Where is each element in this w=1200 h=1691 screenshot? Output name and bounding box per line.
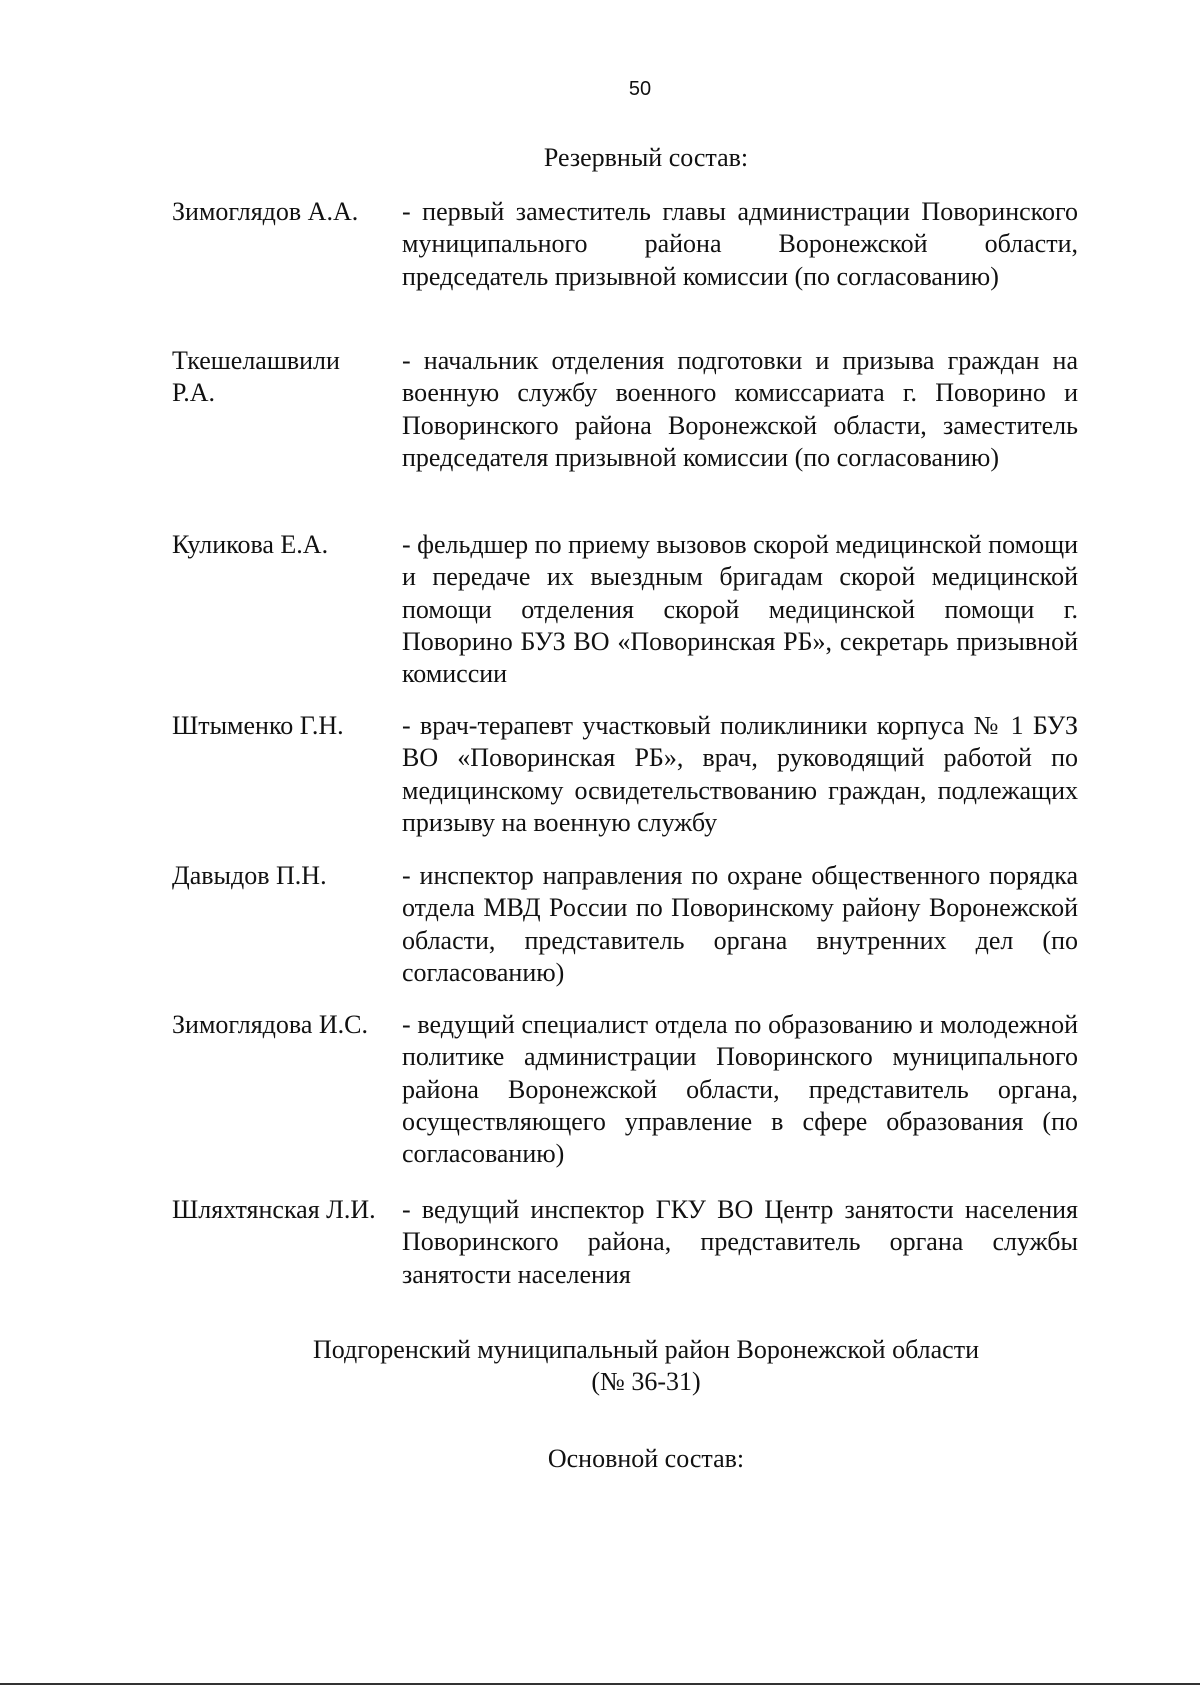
district-number: (№ 36-31): [591, 1367, 701, 1396]
member-description: - первый заместитель главы администрации Поворинского муниципального района Воронежской области, председатель призывной комиссии (по согласованию): [402, 197, 1078, 291]
member-name: Штыменко Г.Н.: [172, 711, 344, 740]
member-description: - фельдшер по приему вызовов скорой медицинской помощи и передаче их выездным бригадам скорой медицинской помощи отделения скорой медицинской помощи г. Поворино БУЗ ВО «Поворинская РБ», секретарь призывной комиссии: [402, 530, 1079, 689]
reserve-heading: Резервный состав:: [543, 143, 749, 172]
page-number: 50: [628, 78, 652, 100]
bottom-rule: [0, 1683, 1200, 1685]
member-description: - ведущий инспектор ГКУ ВО Центр занятости населения Поворинского района, представитель органа службы занятости населения: [402, 1195, 1078, 1289]
member-name: Зимоглядова И.С.: [172, 1010, 368, 1039]
member-name: Ткешелашвили Р.А.: [172, 346, 340, 407]
district-heading: Подгоренский муниципальный район Воронежской области: [313, 1335, 979, 1364]
member-name: Давыдов П.Н.: [172, 861, 327, 890]
member-name: Куликова Е.А.: [172, 530, 329, 559]
member-name: Шляхтянская Л.И.: [172, 1195, 376, 1224]
member-description: - ведущий специалист отдела по образованию и молодежной политике администрации Поворинского муниципального района Воронежской области, представитель органа, осуществляющего управление в сфере образования (по согласованию): [402, 1010, 1078, 1169]
member-name: Зимоглядов А.А.: [172, 197, 359, 226]
member-description: - врач-терапевт участковый поликлиники корпуса № 1 БУЗ ВО «Поворинская РБ», врач, руководящий работой по медицинскому освидетельствованию граждан, подлежащих призыву на военную службу: [402, 711, 1078, 837]
member-description: - начальник отделения подготовки и призыва граждан на военную службу военного комиссариата г. Поворино и Поворинского района Воронежской области, заместитель председателя призывной комиссии (по согласованию): [402, 346, 1078, 472]
member-description: - инспектор направления по охране общественного порядка отдела МВД России по Поворинскому району Воронежской области, представитель органа внутренних дел (по согласованию): [402, 861, 1078, 987]
main-composition-heading: Основной состав:: [547, 1444, 745, 1473]
